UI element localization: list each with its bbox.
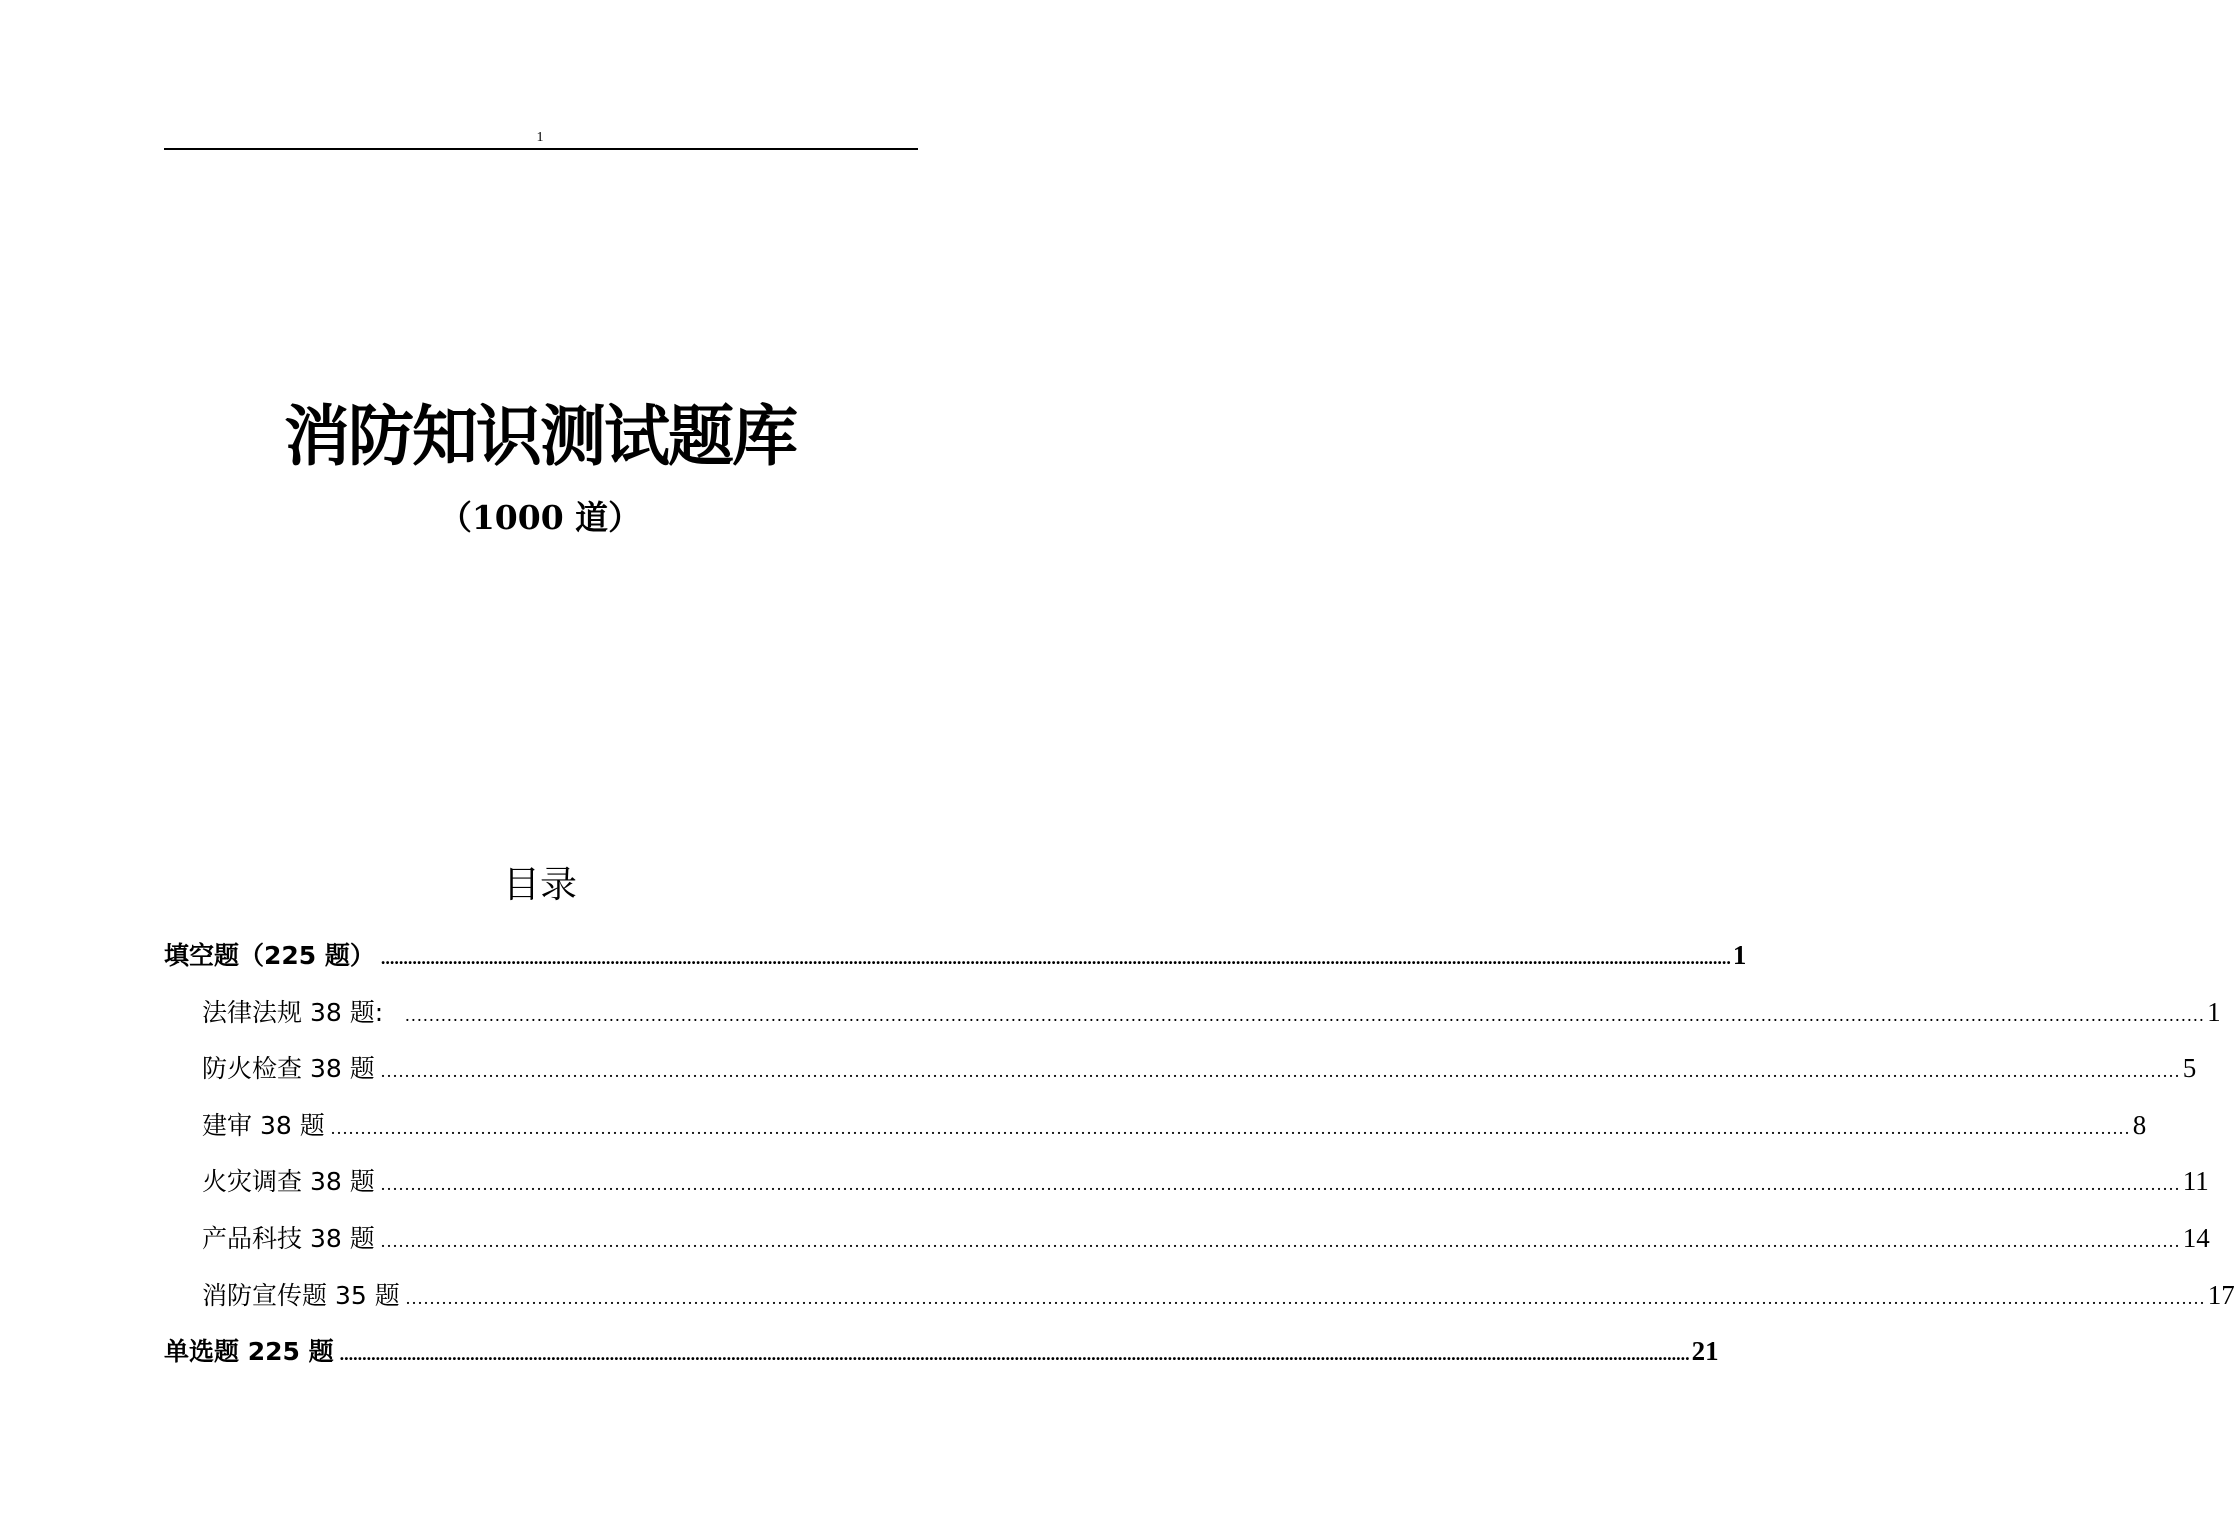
toc-dot-leader: ............................................................................................................................................................................................................................................................................................................ (330, 1118, 2131, 1138)
toc-entry-page: 21 (1691, 1336, 1719, 1366)
document-title: 消防知识测试题库 (284, 398, 796, 475)
toc-entry-product-technology[interactable] (202, 1218, 2210, 1258)
toc-dot-leader: ............................................................................................................................................................................................................................................................................................................ (405, 1288, 2206, 1308)
toc-entry-laws-regulations[interactable] (202, 992, 2221, 1032)
toc-entry-label: 产品科技 38 题 (202, 1224, 375, 1253)
toc-entry-fire-publicity[interactable] (202, 1275, 2235, 1315)
document-subtitle: （1000 道） (438, 498, 642, 537)
toc-entry-label: 建审 38 题 (202, 1111, 325, 1140)
toc-dot-leader: ............................................................................................................................................................................................................................................................................................................ (380, 1061, 2181, 1081)
toc-entry-fire-investigation[interactable] (202, 1161, 2209, 1201)
toc-entry-label: 火灾调查 38 题 (202, 1167, 375, 1196)
toc-entry-construction-review[interactable] (202, 1105, 2147, 1145)
toc-entry-page: 14 (2182, 1223, 2210, 1253)
toc-entry-label: 单选题 225 题 (164, 1337, 334, 1366)
toc-dot-leader: ............................................................................................................................................................................................................................................................................................................ (380, 1231, 2181, 1251)
toc-entry-label: 法律法规 38 题: (202, 998, 384, 1027)
toc-entry-page: 5 (2182, 1053, 2197, 1083)
toc-entry-label: 消防宣传题 35 题 (202, 1281, 400, 1310)
toc-entry-fill-in-blank[interactable] (164, 935, 1747, 975)
header-page-number: 1 (536, 130, 544, 145)
toc-entry-page: 8 (2132, 1110, 2147, 1140)
header-rule (164, 148, 918, 150)
toc-dot-leader: ............................................................................................................................................................................................................................................................................................................ (380, 1174, 2181, 1194)
toc-entry-single-choice[interactable] (164, 1331, 1719, 1371)
toc-dot-leader: ............................................................................................................................................................................................................................................................................................................ (405, 1005, 2206, 1025)
toc-entry-label: 填空题（225 题） (164, 941, 375, 970)
toc-entry-label: 防火检查 38 题 (202, 1054, 375, 1083)
toc-entry-fire-inspection[interactable] (202, 1048, 2197, 1088)
toc-entry-page: 1 (1732, 940, 1747, 970)
toc-entry-page: 11 (2182, 1166, 2209, 1196)
toc-entry-page: 1 (2207, 997, 2221, 1027)
toc-heading: 目录 (503, 863, 577, 906)
toc-entry-page: 17 (2207, 1280, 2235, 1310)
toc-dot-leader: ............................................................................................................................................................................................................................................................................................................ (339, 1344, 1690, 1364)
toc-dot-leader: ............................................................................................................................................................................................................................................................................................................ (380, 948, 1731, 968)
